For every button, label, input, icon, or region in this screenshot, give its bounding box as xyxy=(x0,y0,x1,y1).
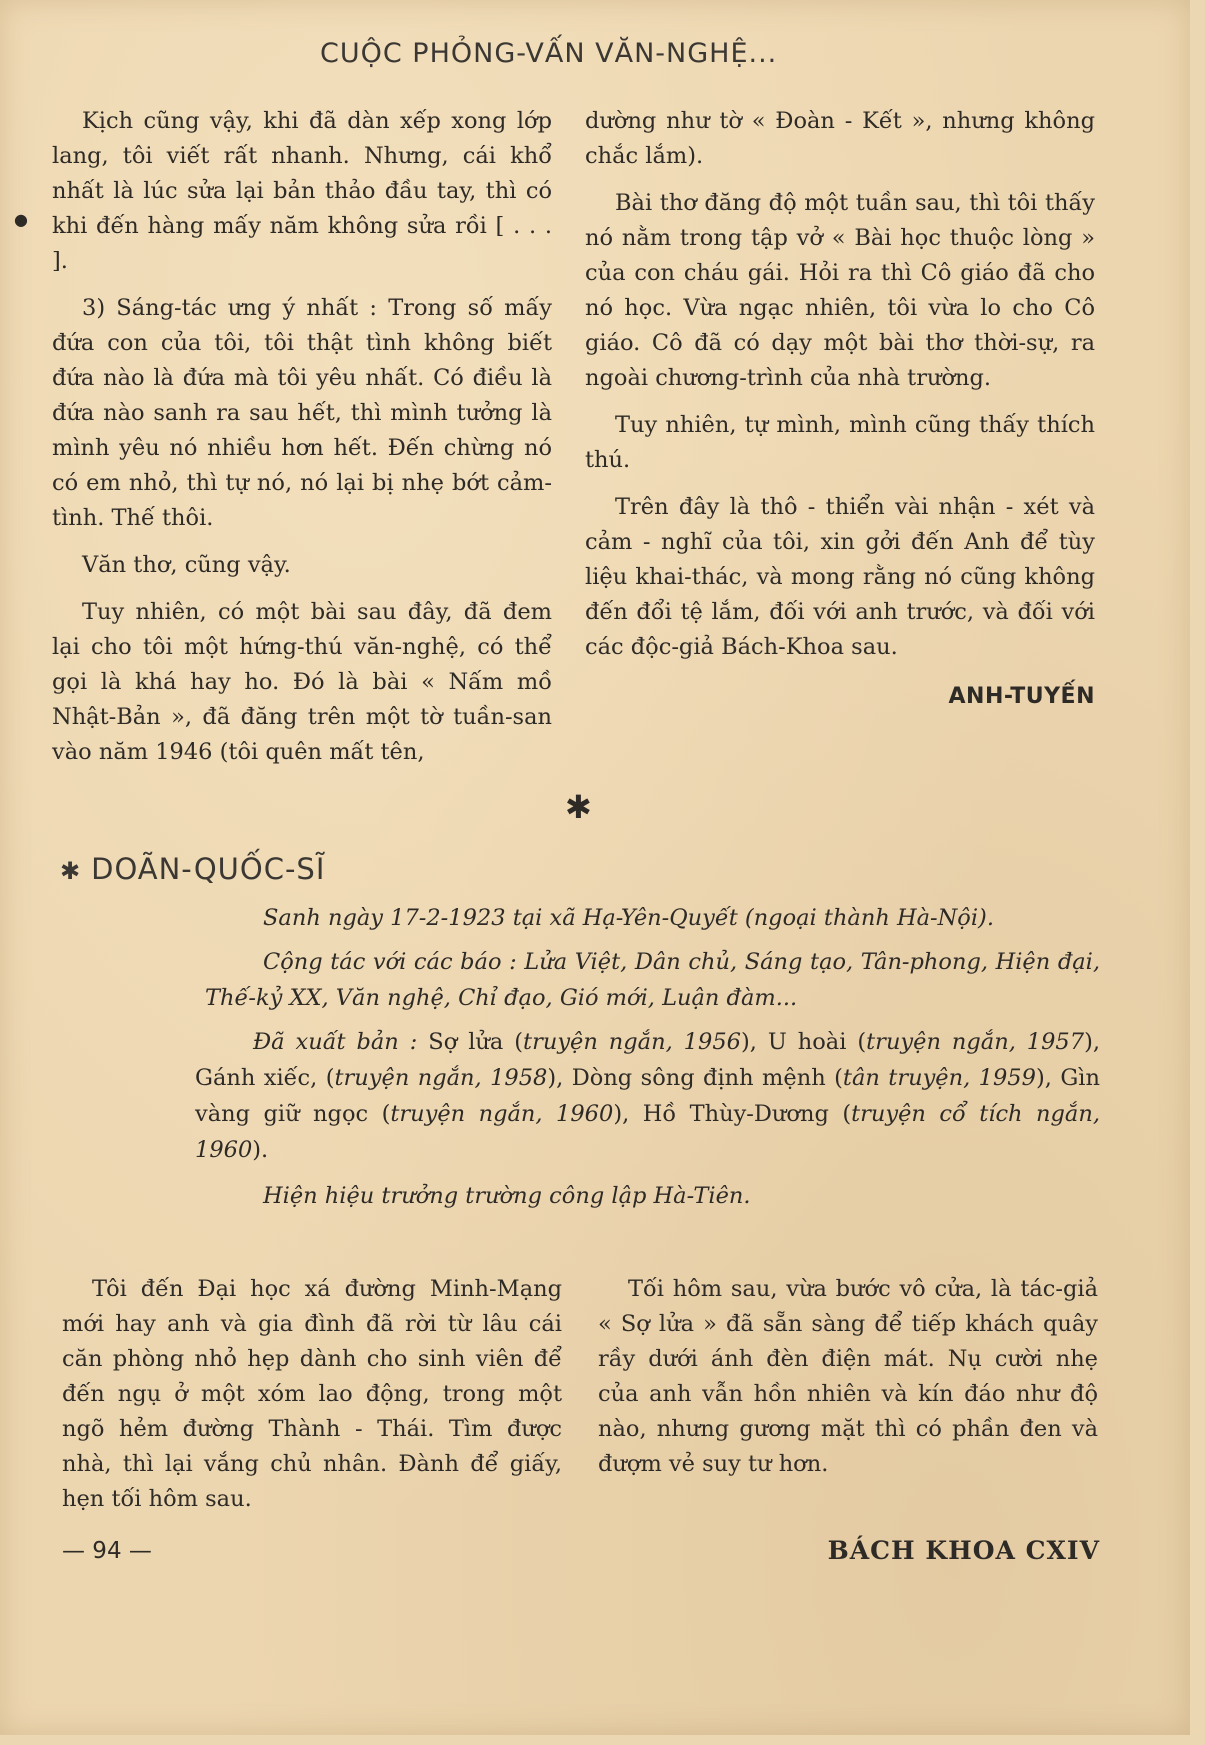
author-bio xyxy=(195,900,1100,1222)
work-note: truyện ngắn, 1958 xyxy=(334,1065,548,1091)
paragraph: Văn thơ, cũng vậy. xyxy=(82,552,291,578)
work-note: truyện ngắn, 1960 xyxy=(390,1101,614,1127)
paragraph: Kịch cũng vậy, khi đã dàn xếp xong lớp lang, tôi viết rất nhanh. Nhưng, cái khổ nhất là lúc sửa lại bản thảo đầu tay, thì có khi đến hàng mấy năm không sửa rồi [ . . . ]. xyxy=(52,108,552,274)
work-note: tân truyện, 1959 xyxy=(842,1065,1036,1091)
author-signature: ANH-TUYẾN xyxy=(948,684,1095,709)
work-title: Sợ lửa xyxy=(428,1029,504,1055)
paragraph: Tối hôm sau, vừa bước vô cửa, là tác-giả « Sợ lửa » đã sẵn sàng để tiếp khách quây rầy dưới ánh đèn điện mát. Nụ cười nhẹ của anh vẫn hồn nhiên và kín đáo như độ nào, nhưng gương mặt thì có phần đen và đượm vẻ suy tư hơn. xyxy=(598,1276,1098,1477)
interview-one-right-column xyxy=(585,104,1095,714)
paragraph: Tuy nhiên, có một bài sau đây, đã đem lại cho tôi một hứng-thú văn-nghệ, có thể gọi là khá hay ho. Đó là bài « Nấm mồ Nhật-Bản », đã đăng trên một tờ tuần-san vào năm 1946 (tôi quên mất tên, xyxy=(52,599,552,765)
work-title: U hoài xyxy=(767,1029,847,1055)
section-divider-star-icon: ✱ xyxy=(565,788,592,826)
binding-mark: ● xyxy=(14,210,28,229)
bio-published: Đã xuất bản : Sợ lửa (truyện ngắn, 1956), U hoài (truyện ngắn, 1957), Gánh xiếc, (truyện ngắn, 1958), Dòng sông định mệnh (tân truyện, 1959), Gìn vàng giữ ngọc (truyện ngắn, 1960), Hồ Thùy-Dương (truyện cổ tích ngắn, 1960). xyxy=(195,1029,1100,1163)
work-title: Gìn vàng giữ ngọc xyxy=(195,1065,1100,1127)
bio-collaboration: Cộng tác với các báo : Lửa Việt, Dân chủ, Sáng tạo, Tân-phong, Hiện đại, Thế-kỷ XX, Văn nghệ, Chỉ đạo, Gió mới, Luận đàm... xyxy=(205,949,1100,1011)
interview-two-left-column xyxy=(62,1272,562,1529)
paragraph: Tuy nhiên, tự mình, mình cũng thấy thích thú. xyxy=(585,412,1095,473)
magazine-title: BÁCH KHOA CXIV xyxy=(827,1536,1100,1565)
bio-current-position: Hiện hiệu trưởng trường công lập Hà-Tiên. xyxy=(263,1183,751,1209)
published-label: Đã xuất bản : xyxy=(253,1029,418,1055)
bio-birth: Sanh ngày 17-2-1923 tại xã Hạ-Yên-Quyết (ngoại thành Hà-Nội). xyxy=(263,905,994,931)
paragraph: Bài thơ đăng độ một tuần sau, thì tôi thấy nó nằm trong tập vở « Bài học thuộc lòng » của con cháu gái. Hỏi ra thì Cô giáo đã cho nó học. Vừa ngạc nhiên, tôi vừa lo cho Cô giáo. Cô đã có dạy một bài thơ thời-sự, ra ngoài chương-trình của nhà trường. xyxy=(585,190,1095,391)
work-note: truyện ngắn, 1956 xyxy=(523,1029,741,1055)
work-note: truyện cổ tích ngắn, 1960 xyxy=(195,1101,1100,1163)
work-title: Hồ Thùy-Dương xyxy=(642,1101,829,1127)
running-head: CUỘC PHỎNG-VẤN VĂN-NGHỆ... xyxy=(320,38,778,69)
page-number: — 94 — xyxy=(62,1538,152,1564)
paragraph: Trên đây là thô - thiển vài nhận - xét và cảm - nghĩ của tôi, xin gởi đến Anh để tùy liệu khai-thác, và mong rằng nó cũng không đến đổi tệ lắm, đối với anh trước, và đối với các độc-giả Bách-Khoa sau. xyxy=(585,494,1095,660)
work-title: Gánh xiếc, xyxy=(195,1065,318,1091)
work-title: Dòng sông định mệnh xyxy=(571,1065,826,1091)
author-name: DOÃN-QUỐC-SĨ xyxy=(91,852,326,886)
paragraph: dường như tờ « Đoàn - Kết », nhưng không chắc lắm). xyxy=(585,108,1095,169)
paragraph: 3) Sáng-tác ưng ý nhất : Trong số mấy đứa con của tôi, tôi thật tình không biết đứa nào là đứa mà tôi yêu nhất. Có điều là đứa nào sanh ra sau hết, thì mình tưởng là mình yêu nó nhiều hơn hết. Đến chừng nó có em nhỏ, thì tự nó, nó lại bị nhẹ bớt cảm-tình. Thế thôi. xyxy=(52,295,552,531)
star-icon: ✱ xyxy=(60,857,82,885)
work-note: truyện ngắn, 1957 xyxy=(866,1029,1085,1055)
author-heading xyxy=(60,852,325,886)
paragraph: Tôi đến Đại học xá đường Minh-Mạng mới hay anh và gia đình đã rời từ lâu cái căn phòng nhỏ hẹp dành cho sinh viên để đến ngụ ở một xóm lao động, trong một ngõ hẻm đường Thành - Thái. Tìm được nhà, thì lại vắng chủ nhân. Đành để giấy, hẹn tối hôm sau. xyxy=(62,1276,562,1512)
interview-one-left-column xyxy=(52,104,552,782)
interview-two-right-column xyxy=(598,1272,1098,1494)
